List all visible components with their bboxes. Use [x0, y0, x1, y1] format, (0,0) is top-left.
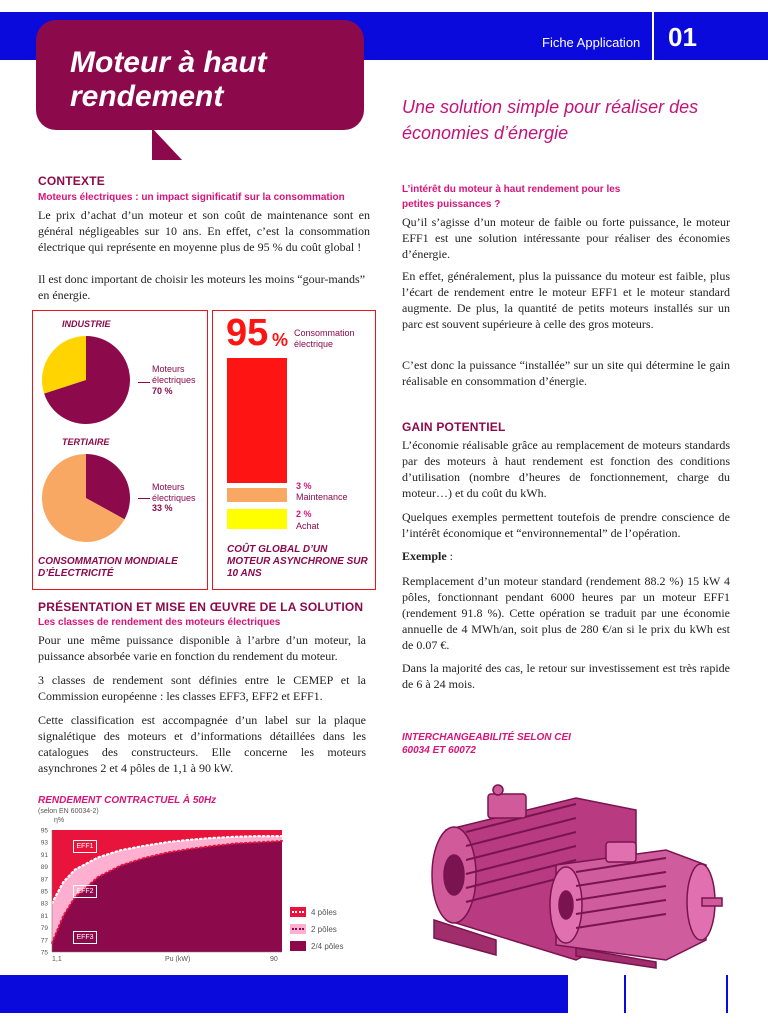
achat-bar: [227, 509, 287, 529]
exemple-line: [402, 548, 453, 564]
exemple-label: Exemple: [402, 549, 447, 563]
exemple-colon: :: [446, 549, 454, 563]
chart-subtitle: (selon EN 60034-2): [38, 808, 99, 815]
maintenance-pct: 3 %: [296, 481, 312, 491]
chart-x-tick-min: 1,1: [52, 956, 62, 963]
title-bubble-tail: [152, 128, 182, 160]
chart-xlabel: Pu (kW): [165, 956, 191, 963]
right-paragraph-6: Remplacement d’un moteur standard (rendement 88.2 %) 15 kW 4 pôles, fonctionnant pendant 6000 heures par un moteur EFF1 (rendement 91.8 %). Cette opération se traduit par une économie annuelle de 4 MWh/an, soit plus de 280 €/an si le prix du kWh est de 0.07 €.: [402, 574, 730, 652]
band-label-eff3: EFF3: [73, 931, 97, 944]
presentation-paragraph-1: Pour une même puissance disponible à l’arbre d’un moteur, la puissance absorbée varie en fonction du rendement du moteur.: [38, 633, 366, 663]
tertiaire-motors-text: Moteurs électriques: [152, 482, 196, 503]
legend-swatch-4poles: [290, 907, 306, 917]
right-paragraph-4: L’économie réalisable grâce au remplacement de moteurs standards par des moteurs à haut rendement est fonction des conditions d’utilisation (nombre d’heures de fonctionnement, charge du moteur…) et du coût du kWh.: [402, 438, 730, 500]
y-tick-label: 77: [40, 937, 48, 945]
footer-bar: [0, 975, 568, 1013]
right-paragraph-2: En effet, généralement, plus la puissance du moteur est faible, plus l’écart de rendement entre le moteur EFF1 et le moteur standard augmente. De plus, la quantité de petits moteurs installés sur un parc est souvent supérieure à celle des gros moteurs.: [402, 269, 730, 331]
consommation-bar: [227, 358, 287, 483]
y-tick-label: 87: [40, 876, 48, 884]
y-tick-label: 83: [40, 900, 48, 908]
page-number: 01: [668, 22, 697, 52]
legend-label-2poles: 2 pôles: [311, 925, 337, 934]
header-separator: [652, 12, 654, 60]
y-tick-label: 75: [40, 949, 48, 957]
maintenance-bar: [227, 488, 287, 502]
band-label-eff1: EFF1: [73, 840, 97, 853]
tertiaire-leader-line: [138, 498, 150, 499]
interet-heading: L’intérêt du moteur à haut rendement pour les petites puissances ?: [402, 184, 621, 210]
presentation-subheading: Les classes de rendement des moteurs électriques: [38, 617, 281, 628]
industrie-leader-line: [138, 382, 150, 383]
tertiaire-pct: 33 %: [152, 503, 173, 513]
right-paragraph-7: Dans la majorité des cas, le retour sur investissement est très rapide de 6 à 24 mois.: [402, 661, 730, 691]
footer-line-1: [624, 975, 626, 1013]
legend-label-24poles: 2/4 pôles: [311, 942, 344, 951]
y-tick-label: 79: [40, 925, 48, 933]
band-label-eff2: EFF2: [73, 885, 97, 898]
tertiaire-label: TERTIAIRE: [62, 437, 110, 447]
efficiency-chart: [30, 822, 290, 972]
chart-title: RENDEMENT CONTRACTUEL À 50Hz: [38, 795, 217, 806]
legend-swatch-2poles: [290, 924, 306, 934]
y-tick-label: 85: [40, 888, 48, 896]
tertiaire-pie: [36, 452, 136, 544]
industrie-pct: 70 %: [152, 386, 173, 396]
y-tick-label: 89: [40, 864, 48, 872]
y-tick-label: 81: [40, 912, 48, 920]
presentation-paragraph-3: Cette classification est accompagnée d’un label sur la plaque signalétique des moteurs et d’informations détaillées dans les catalogues des constructeurs. Elle concerne les moteurs asynchrones 2 et 4 pôles de 1,1 à 90 kW.: [38, 713, 366, 775]
legend-swatch-24poles: [290, 941, 306, 951]
achat-label: Achat: [296, 521, 320, 531]
maintenance-label: Maintenance: [296, 492, 348, 502]
contexte-heading: CONTEXTE: [38, 174, 105, 188]
page-subtitle: Une solution simple pour réaliser des économies d’énergie: [402, 97, 699, 143]
industrie-motors-text: Moteurs électriques: [152, 364, 196, 385]
interchange-caption: INTERCHANGEABILITÉ SELON CEI 60034 ET 60072: [402, 732, 571, 756]
chart-x-tick-max: 90: [270, 956, 278, 963]
contexte-paragraph-2: Il est donc important de choisir les moteurs les moins “gour-mands” en énergie.: [38, 272, 366, 302]
legend-label-4poles: 4 pôles: [311, 908, 337, 917]
right-paragraph-5: Quelques exemples permettent toutefois de prendre conscience de l’intérêt économique et “environnemental” de l’opération.: [402, 510, 730, 540]
cost-big-unit: %: [272, 330, 289, 350]
presentation-paragraph-2: 3 classes de rendement sont définies entre le CEMEP et la Commission européenne : les classes EFF3, EFF2 et EFF1.: [38, 673, 366, 703]
y-tick-label: 91: [40, 851, 48, 859]
industrie-label: INDUSTRIE: [62, 319, 111, 329]
cost-big-number: 95: [226, 312, 269, 354]
right-paragraph-1: Qu’il s’agisse d’un moteur de faible ou forte puissance, le moteur EFF1 est une solution intéressante pour réaliser des économies d’énergie.: [402, 215, 730, 261]
cost-caption: COÛT GLOBAL D’UN MOTEUR ASYNCHRONE SUR 10 ANS: [227, 544, 368, 579]
y-tick-label: 93: [40, 839, 48, 847]
gain-heading: GAIN POTENTIEL: [402, 420, 506, 434]
fiche-label: Fiche Application: [542, 35, 641, 50]
page-title: Moteur à haut rendement: [70, 46, 267, 113]
chart-ylabel: η%: [54, 817, 65, 824]
contexte-subheading: Moteurs électriques : un impact significatif sur la consommation: [38, 192, 345, 203]
presentation-heading: PRÉSENTATION ET MISE EN ŒUVRE DE LA SOLUTION: [38, 600, 364, 614]
achat-pct: 2 %: [296, 509, 312, 519]
contexte-paragraph-1: Le prix d’achat d’un moteur et son coût de maintenance sont en général négligeables sur 10 ans. En effet, c’est la consommation électrique qui représente en moyenne plus de 95 % du coût global !: [38, 208, 370, 254]
consommation-label: Consommation électrique: [294, 328, 355, 349]
y-tick-label: 95: [40, 827, 48, 835]
motor-illustration: [426, 770, 726, 970]
pie-caption: CONSOMMATION MONDIALE D’ÉLECTRICITÉ: [38, 556, 178, 579]
footer-line-2: [726, 975, 728, 1013]
right-paragraph-3: C’est donc la puissance “installée” sur un site qui détermine le gain réalisable en consommation d’énergie.: [402, 358, 730, 388]
industrie-pie: [36, 334, 136, 426]
